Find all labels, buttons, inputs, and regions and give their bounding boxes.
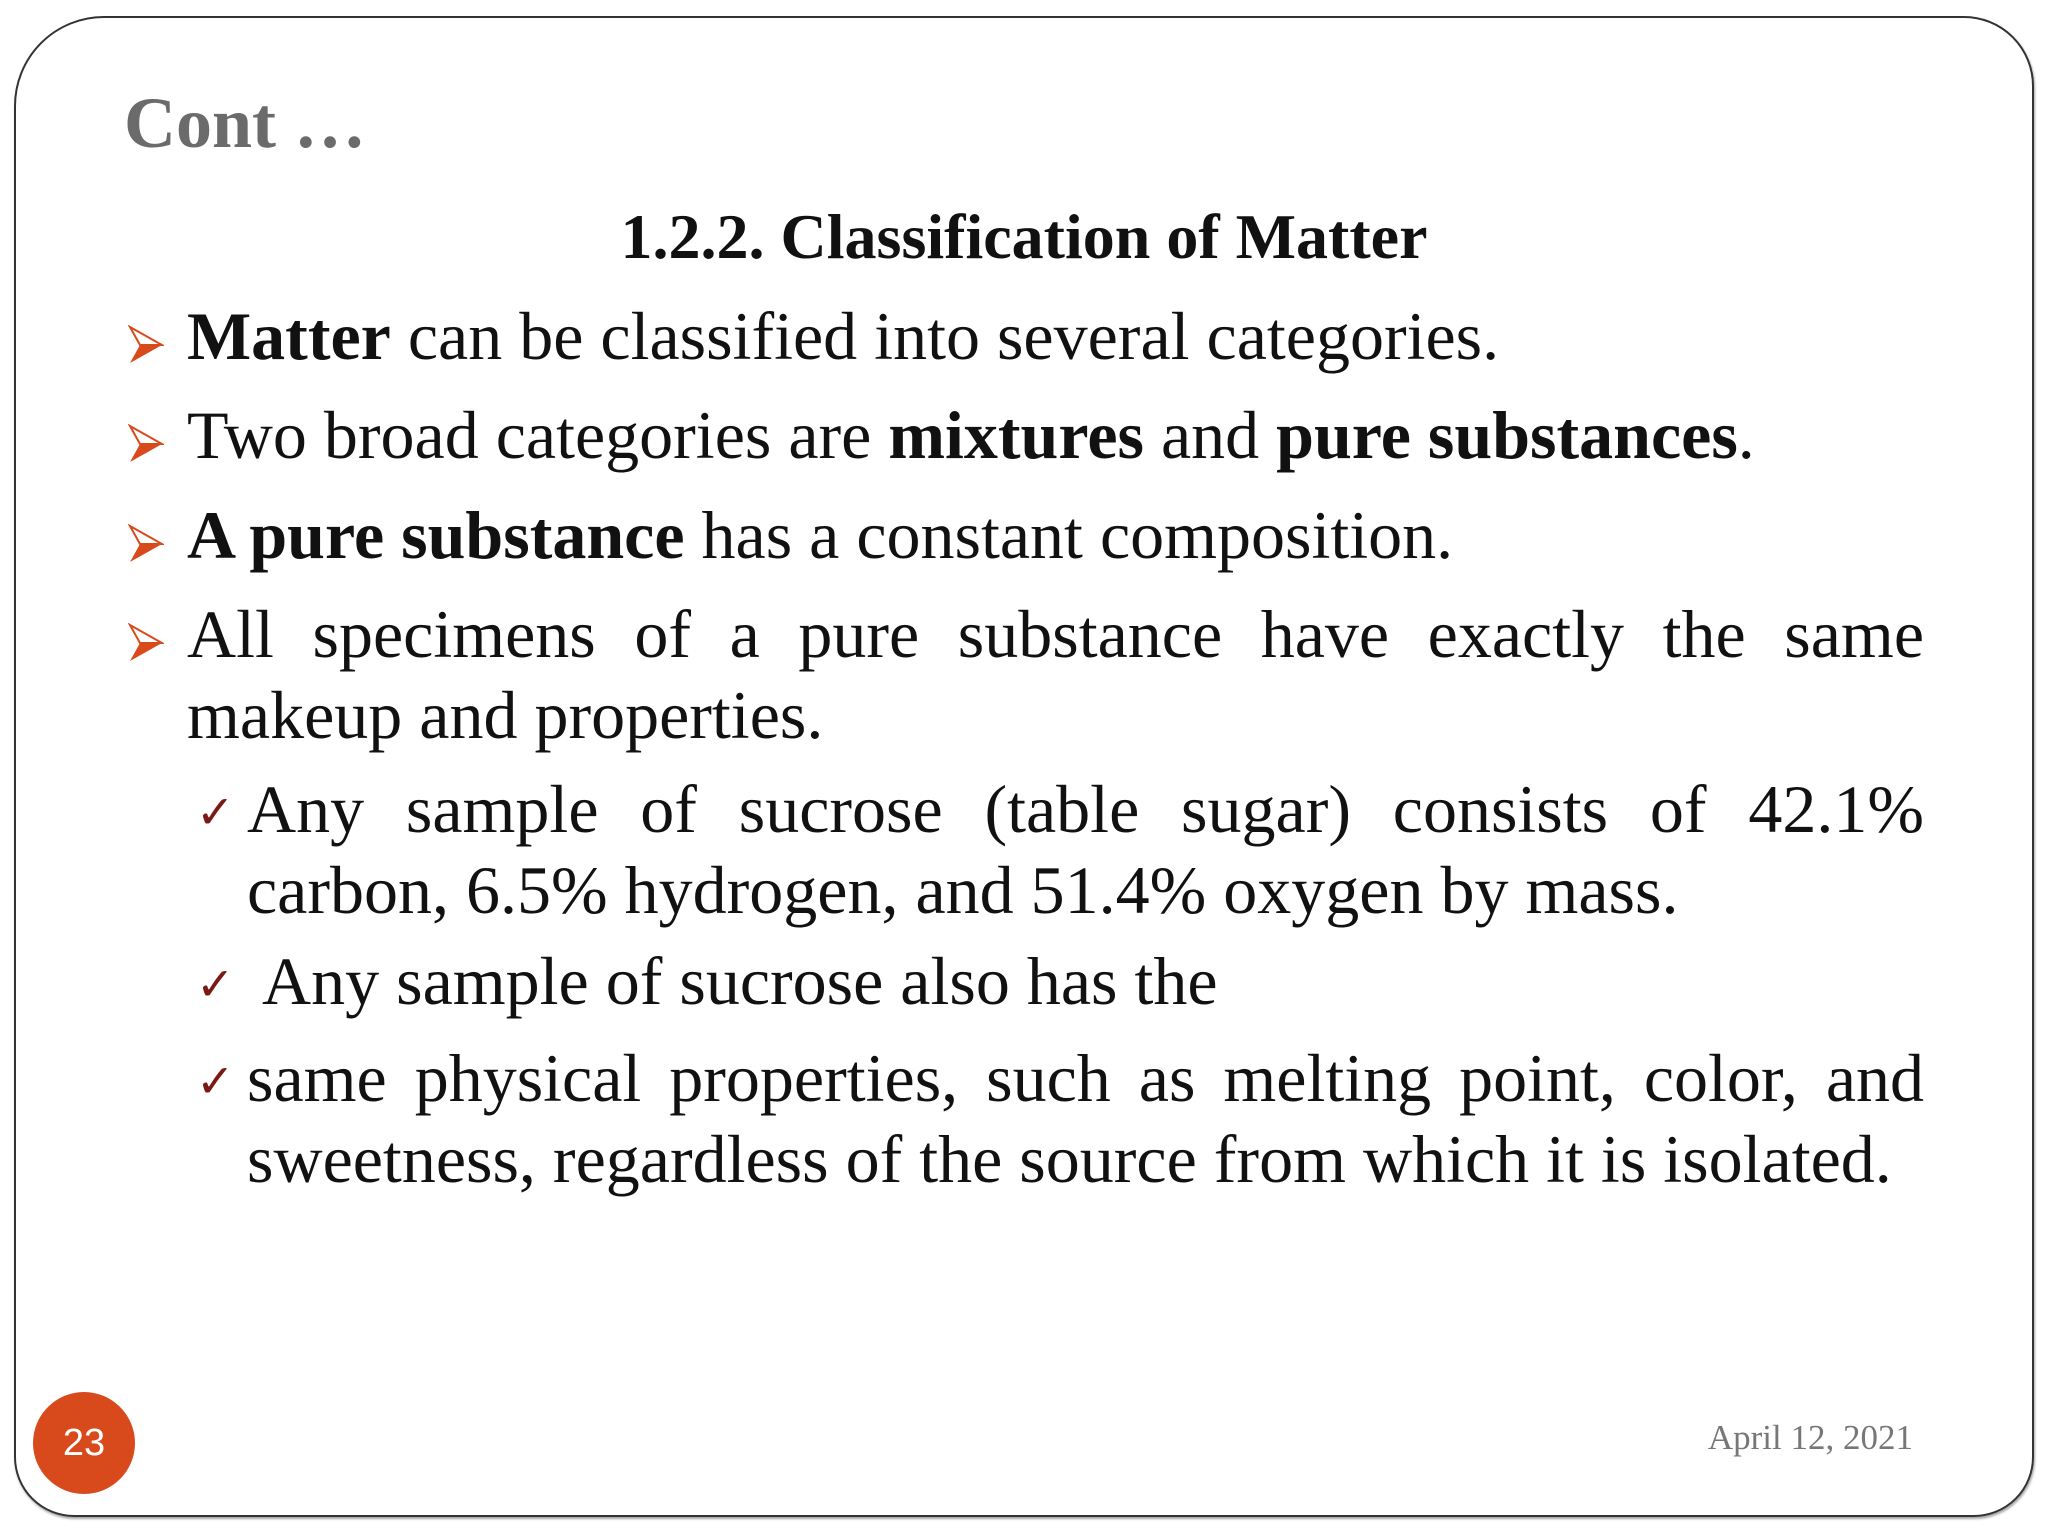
bullet-3	[187, 495, 1927, 576]
bullet-bold: A pure substance	[187, 497, 685, 573]
sub-bullet-1: Any sample of sucrose (table sugar) consists of 42.1% carbon, 6.5% hydrogen, and 51.4% oxygen by mass.	[247, 771, 1924, 928]
bullet-text: Two broad categories are	[187, 397, 889, 473]
sub-bullet-3: same physical properties, such as melting point, color, and sweetness, regardless of the source from which it is isolated.	[247, 1040, 1924, 1197]
check-icon: ✓	[196, 1054, 235, 1108]
bullet-text: All specimens of a pure substance have exactly the same makeup and properties.	[187, 596, 1924, 753]
check-icon: ✓	[196, 957, 235, 1011]
arrow-bullet-icon	[128, 524, 164, 564]
arrow-bullet-icon	[128, 424, 164, 464]
bullet-2	[187, 395, 1927, 476]
bullet-bold: mixtures	[888, 397, 1144, 473]
slide-heading: 1.2.2. Classification of Matter	[620, 201, 1428, 272]
bullet-1	[187, 296, 1927, 377]
arrow-bullet-icon	[128, 325, 164, 365]
bullet-4	[187, 594, 1924, 756]
bullet-text: can be classified into several categories.	[390, 298, 1500, 374]
bullet-text: and	[1143, 397, 1277, 473]
page-number-badge: 23	[33, 1392, 135, 1494]
sub-bullet-2: Any sample of sucrose also has the	[262, 943, 1218, 1019]
bullet-text: has a constant composition.	[684, 497, 1454, 573]
bullet-text: .	[1737, 397, 1755, 473]
check-icon: ✓	[196, 785, 235, 839]
bullet-bold: pure substances	[1276, 397, 1738, 473]
slide-date: April 12, 2021	[1707, 1418, 1913, 1457]
bullet-bold: Matter	[187, 298, 391, 374]
arrow-bullet-icon	[128, 623, 164, 663]
slide-subtitle: Cont …	[124, 83, 367, 163]
